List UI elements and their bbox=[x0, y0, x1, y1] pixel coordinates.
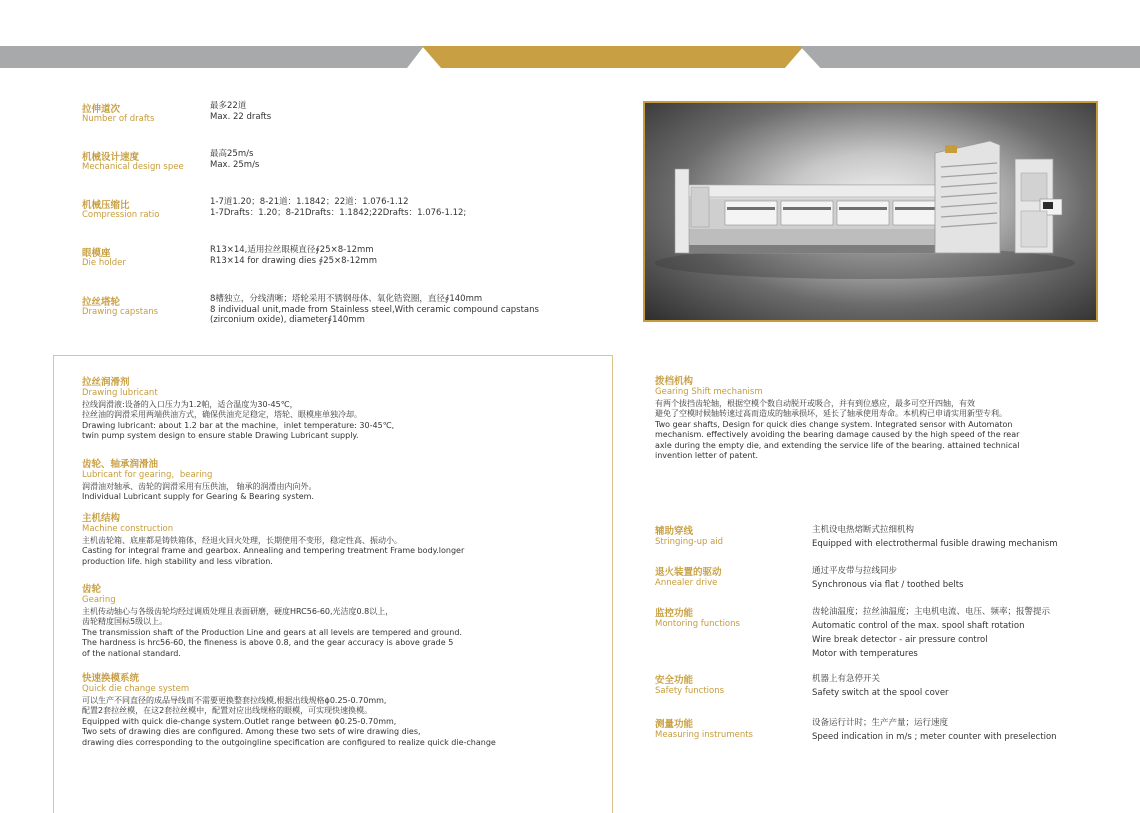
section-text: 拉线润滑液:设备的入口压力为1.2帕，适合温度为30-45℃， bbox=[82, 400, 298, 409]
section-gearing-lubricant bbox=[82, 459, 602, 503]
section-text: production life. high stability and less vibration. bbox=[82, 556, 273, 566]
section-title-en: Lubricant for gearing，bearing bbox=[82, 470, 213, 480]
section-text: 配置2套拉丝模，在这2套拉丝模中，配置对应出线规格的眼模，可实现快速换模。 bbox=[82, 706, 373, 716]
feature-label-cn: 辅助穿线 bbox=[655, 526, 694, 537]
spec-label-cn: 机械设计速度 bbox=[82, 152, 140, 163]
section-text: 齿轮精度国标5级以上。 bbox=[82, 617, 168, 627]
section-gearing-shift bbox=[655, 376, 1095, 461]
section-text: The hardness is hrc56-60, the fineness is above 0.8, and the gear accuracy is above grade 5 bbox=[82, 638, 454, 648]
spec-label-cn: 拉丝塔轮 bbox=[82, 297, 121, 308]
section-text: invention letter of patent. bbox=[655, 451, 759, 461]
spec-label-cn: 拉伸道次 bbox=[82, 104, 121, 115]
spec-label-en: Drawing capstans bbox=[82, 307, 159, 317]
section-title-en: Drawing lubricant bbox=[82, 388, 158, 398]
feature-label-en: Montoring functions bbox=[655, 619, 740, 629]
section-text: The transmission shaft of the Production Line and gears at all levels are tempered and ground. bbox=[82, 627, 462, 637]
section-title-en: Gearing bbox=[82, 595, 116, 605]
feature-values: 主机设电热熔断式拉细机构 Equipped with electrothermal fusible drawing mechanism bbox=[812, 525, 1058, 549]
section-text: 可以生产不同直径的成品导线而不需要更换整套拉线模,根据出线规格ϕ0.25-0.70mm, bbox=[82, 696, 387, 705]
feature-label-en: Safety functions bbox=[655, 686, 725, 696]
spec-value: 8槽独立，分线清晰；塔轮采用不锈钢母体、氧化锆瓷圈，直径∮140mm 8 individual unit,made from Stainless steel,With ceramic compound capstans (zirconium oxide), diameter∮140mm bbox=[210, 294, 539, 325]
feature-label-en: Annealer drive bbox=[655, 578, 718, 588]
spec-label-en: Mechanical design spee bbox=[82, 162, 184, 172]
feature-label-en: Stringing-up aid bbox=[655, 537, 724, 547]
feature-values: 齿轮油温度；拉丝油温度；主电机电流、电压、频率；报警提示 Automatic control of the max. spool shaft rotation Wire break detector - air pressure control Motor with temperatures bbox=[812, 607, 1051, 659]
spec-label-en: Compression ratio bbox=[82, 210, 160, 220]
section-machine-construction bbox=[82, 513, 602, 567]
feature-values: 机器上有急停开关 Safety switch at the spool cover bbox=[812, 674, 949, 698]
feature-label-cn: 安全功能 bbox=[655, 675, 694, 686]
machine-photo bbox=[643, 101, 1098, 322]
spec-value: 最多22道 Max. 22 drafts bbox=[210, 101, 272, 122]
section-title-cn: 拉丝润滑剂 bbox=[82, 377, 130, 388]
section-text: 润滑油对轴承、齿轮的润滑采用有压供油， 轴承的润滑由内向外。 bbox=[82, 482, 317, 491]
section-title-en: Gearing Shift mechanism bbox=[655, 387, 763, 397]
section-title-cn: 齿轮、轴承润滑油 bbox=[82, 459, 159, 470]
section-title-cn: 齿轮 bbox=[82, 584, 102, 595]
section-title-en: Machine construction bbox=[82, 524, 174, 534]
section-text: 避免了空模时候轴转速过高而造成的轴承损坏，延长了轴承使用寿命。本机构已申请实用新型专利。 bbox=[655, 409, 1007, 419]
header-band-gold bbox=[422, 46, 804, 68]
feature-values: 设备运行计时；生产产量；运行速度 Speed indication in m/s ; meter counter with preselection bbox=[812, 718, 1057, 742]
section-gearing bbox=[82, 584, 602, 659]
header-band-left bbox=[0, 46, 424, 68]
section-text: mechanism. effectively avoiding the bearing damage caused by the high speed of the rear bbox=[655, 430, 1020, 440]
spec-value: R13×14,适用拉丝眼模直径∮25×8-12mm R13×14 for drawing dies ∮25×8-12mm bbox=[210, 245, 377, 266]
spec-value: 最高25m/s Max. 25m/s bbox=[210, 149, 260, 170]
feature-label-cn: 退火装置的驱动 bbox=[655, 567, 722, 578]
section-title-cn: 拨档机构 bbox=[655, 376, 694, 387]
section-text: Two gear shafts, Design for quick dies change system. Integrated sensor with Automaton bbox=[655, 419, 1013, 429]
section-text: Two sets of drawing dies are configured. Among these two sets of wire drawing dies, bbox=[82, 727, 421, 737]
section-text: 主机齿轮箱、底座都是铸铁箱体，经退火回火处理，长期使用不变形，稳定性高、振动小。 bbox=[82, 536, 402, 545]
section-text: Drawing lubricant: about 1.2 bar at the machine，inlet temperature: 30-45℃, bbox=[82, 420, 395, 430]
section-text: 有两个拔挡齿轮轴，根据空模个数自动脱开或吸合，并有到位感应，最多可空开四轴，有效 bbox=[655, 399, 975, 408]
spec-value: 1-7道1.20；8-21道：1.1842；22道：1.076-1.12 1-7Drafts：1.20；8-21Drafts：1.1842;22Drafts：1.076-1.12; bbox=[210, 197, 467, 218]
section-text: of the national standard. bbox=[82, 648, 181, 658]
section-drawing-lubricant bbox=[82, 377, 602, 442]
section-text: axle during the empty die, and extending the service life of the bearing. attained technical bbox=[655, 440, 1020, 450]
section-text: 拉丝油的润滑采用两端供油方式，确保供油充足稳定，塔轮、眼模座单独冷却。 bbox=[82, 410, 362, 420]
wire-drawing-machine-illustration bbox=[645, 103, 1096, 320]
section-title-cn: 主机结构 bbox=[82, 513, 121, 524]
section-quick-die-change bbox=[82, 673, 602, 748]
section-title-cn: 快速换模系统 bbox=[82, 673, 140, 684]
section-text: drawing dies corresponding to the outgoingline specification are configured to realize quick die-change bbox=[82, 737, 496, 747]
section-text: Individual Lubricant supply for Gearing & Bearing system. bbox=[82, 492, 314, 502]
section-text: Equipped with quick die-change system.Outlet range between ϕ0.25-0.70mm, bbox=[82, 716, 397, 726]
spec-label-cn: 眼模座 bbox=[82, 248, 111, 259]
feature-values: 通过平皮带与拉线同步 Synchronous via flat / toothed belts bbox=[812, 566, 964, 590]
feature-label-en: Measuring instruments bbox=[655, 730, 753, 740]
spec-label-en: Number of drafts bbox=[82, 114, 155, 124]
section-title-en: Quick die change system bbox=[82, 684, 190, 694]
spec-label-en: Die holder bbox=[82, 258, 126, 268]
section-text: twin pump system design to ensure stable Drawing Lubricant supply. bbox=[82, 431, 359, 441]
section-text: 主机传动轴心与各级齿轮均经过调质处理且表面研磨，硬度HRC56-60,光洁度0.8以上， bbox=[82, 607, 394, 616]
spec-label-cn: 机械压缩比 bbox=[82, 200, 130, 211]
section-text: Casting for integral frame and gearbox. Annealing and tempering treatment Frame body.longer bbox=[82, 546, 465, 556]
header-band-right bbox=[800, 46, 1140, 68]
feature-label-cn: 测量功能 bbox=[655, 719, 694, 730]
feature-label-cn: 监控功能 bbox=[655, 608, 694, 619]
